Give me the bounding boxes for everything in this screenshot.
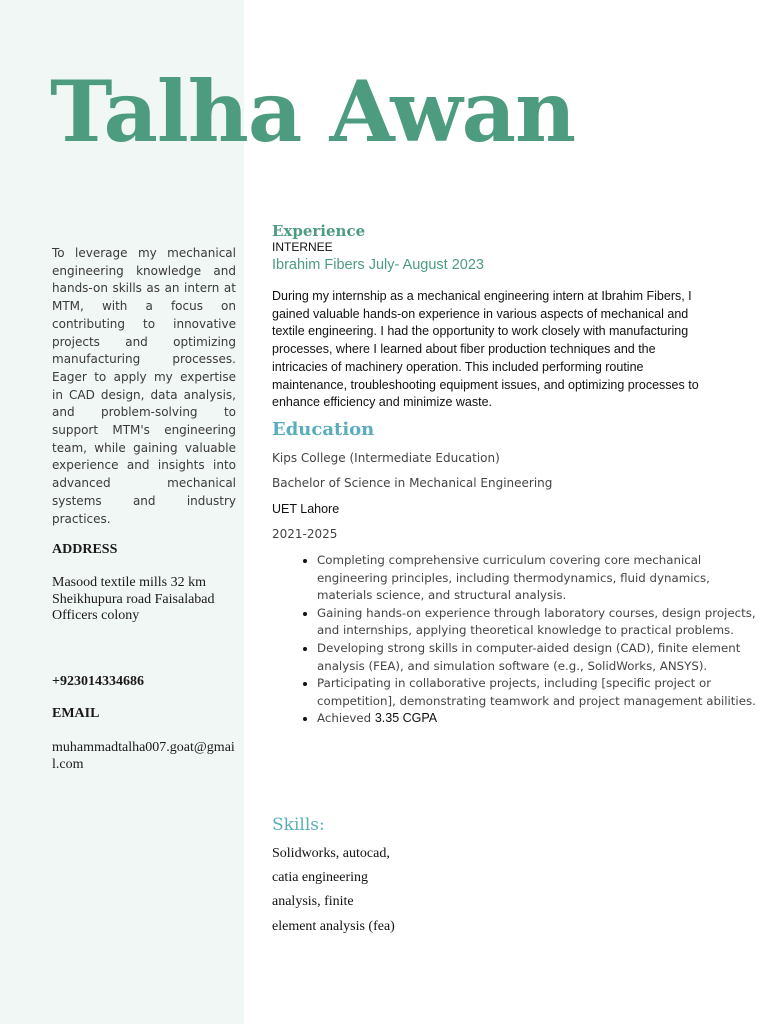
education-bullet-list (272, 552, 763, 728)
email-line: muhammadtalha007.goat@gmai (52, 740, 235, 755)
skill-line: catia engineering (272, 870, 369, 885)
description-line: During my internship as a mechanical engineering intern at Ibrahim Fibers, I (272, 289, 692, 303)
list-item: • Completing comprehensive curriculum covering core mechanical engineering principles, including thermodynamics, fluid dynamics, materials science, and structural analysis. (317, 552, 763, 605)
experience-description (272, 288, 718, 412)
address-line: Officers colony (52, 608, 140, 623)
skill-line: analysis, finite (272, 894, 354, 909)
email-heading: EMAIL (52, 706, 100, 721)
experience-company: Ibrahim Fibers July- August 2023 (272, 257, 484, 273)
description-line: processes, where I learned about fiber production techniques and the (272, 342, 656, 357)
experience-role: INTERNEE (272, 240, 333, 254)
email-address (52, 740, 235, 773)
list-item: • Gaining hands-on experience through laboratory courses, design projects, and internships, applying theoretical knowledge to practical problems. (317, 605, 763, 640)
education-years: 2021-2025 (272, 527, 338, 541)
objective-text: To leverage my mechanical engineering knowledge and hands-on skills as an intern at MTM, with a focus on contributing to innovative projects and optimizing manufacturing processes. Eager to apply my expertise in CAD design, data analysis, and problem-solving to support MTM's engineering team, while gaining valuable experience and insights into advanced mechanical systems and industry practices. (52, 246, 236, 526)
address-line: Sheikhupura road Faisalabad (52, 591, 215, 607)
phone-number: +923014334686 (52, 674, 144, 689)
skills-heading: Skills: (272, 815, 325, 835)
education-heading: Education (272, 419, 375, 440)
skill-line: element analysis (fea) (272, 919, 395, 934)
email-line: l.com (52, 756, 84, 772)
list-item (317, 710, 763, 728)
description-line: textile engineering. I had the opportunity to work closely with manufacturing (272, 324, 689, 339)
list-item: • Participating in collaborative projects, including [specific project or competition], demonstrating teamwork and project management abilities. (317, 675, 763, 710)
address-block (52, 575, 215, 625)
gpa-value: 3.35 CGPA (374, 711, 438, 726)
education-degree: Bachelor of Science in Mechanical Engineering (272, 476, 553, 490)
experience-heading: Experience (272, 222, 366, 240)
description-line: gained valuable hands-on experience in various aspects of mechanical and (272, 306, 689, 321)
address-line: Masood textile mills 32 km (52, 575, 206, 590)
education-college: Kips College (Intermediate Education) (272, 451, 500, 465)
achieved-label: Achieved (317, 711, 372, 726)
name-heading: Talha Awan (50, 62, 576, 161)
skill-line: Solidworks, autocad, (272, 846, 390, 861)
description-line: intricacies of machinery operation. This included performing routine (272, 359, 644, 374)
description-line: enhance efficiency and minimize waste. (272, 395, 493, 410)
education-university: UET Lahore (272, 502, 340, 516)
list-item: • Developing strong skills in computer-aided design (CAD), finite element analysis (FEA), and simulation software (e.g., SolidWorks, ANSYS). (317, 640, 763, 675)
address-heading: ADDRESS (52, 542, 118, 557)
description-line: maintenance, troubleshooting equipment issues, and optimizing processes to (272, 377, 699, 392)
